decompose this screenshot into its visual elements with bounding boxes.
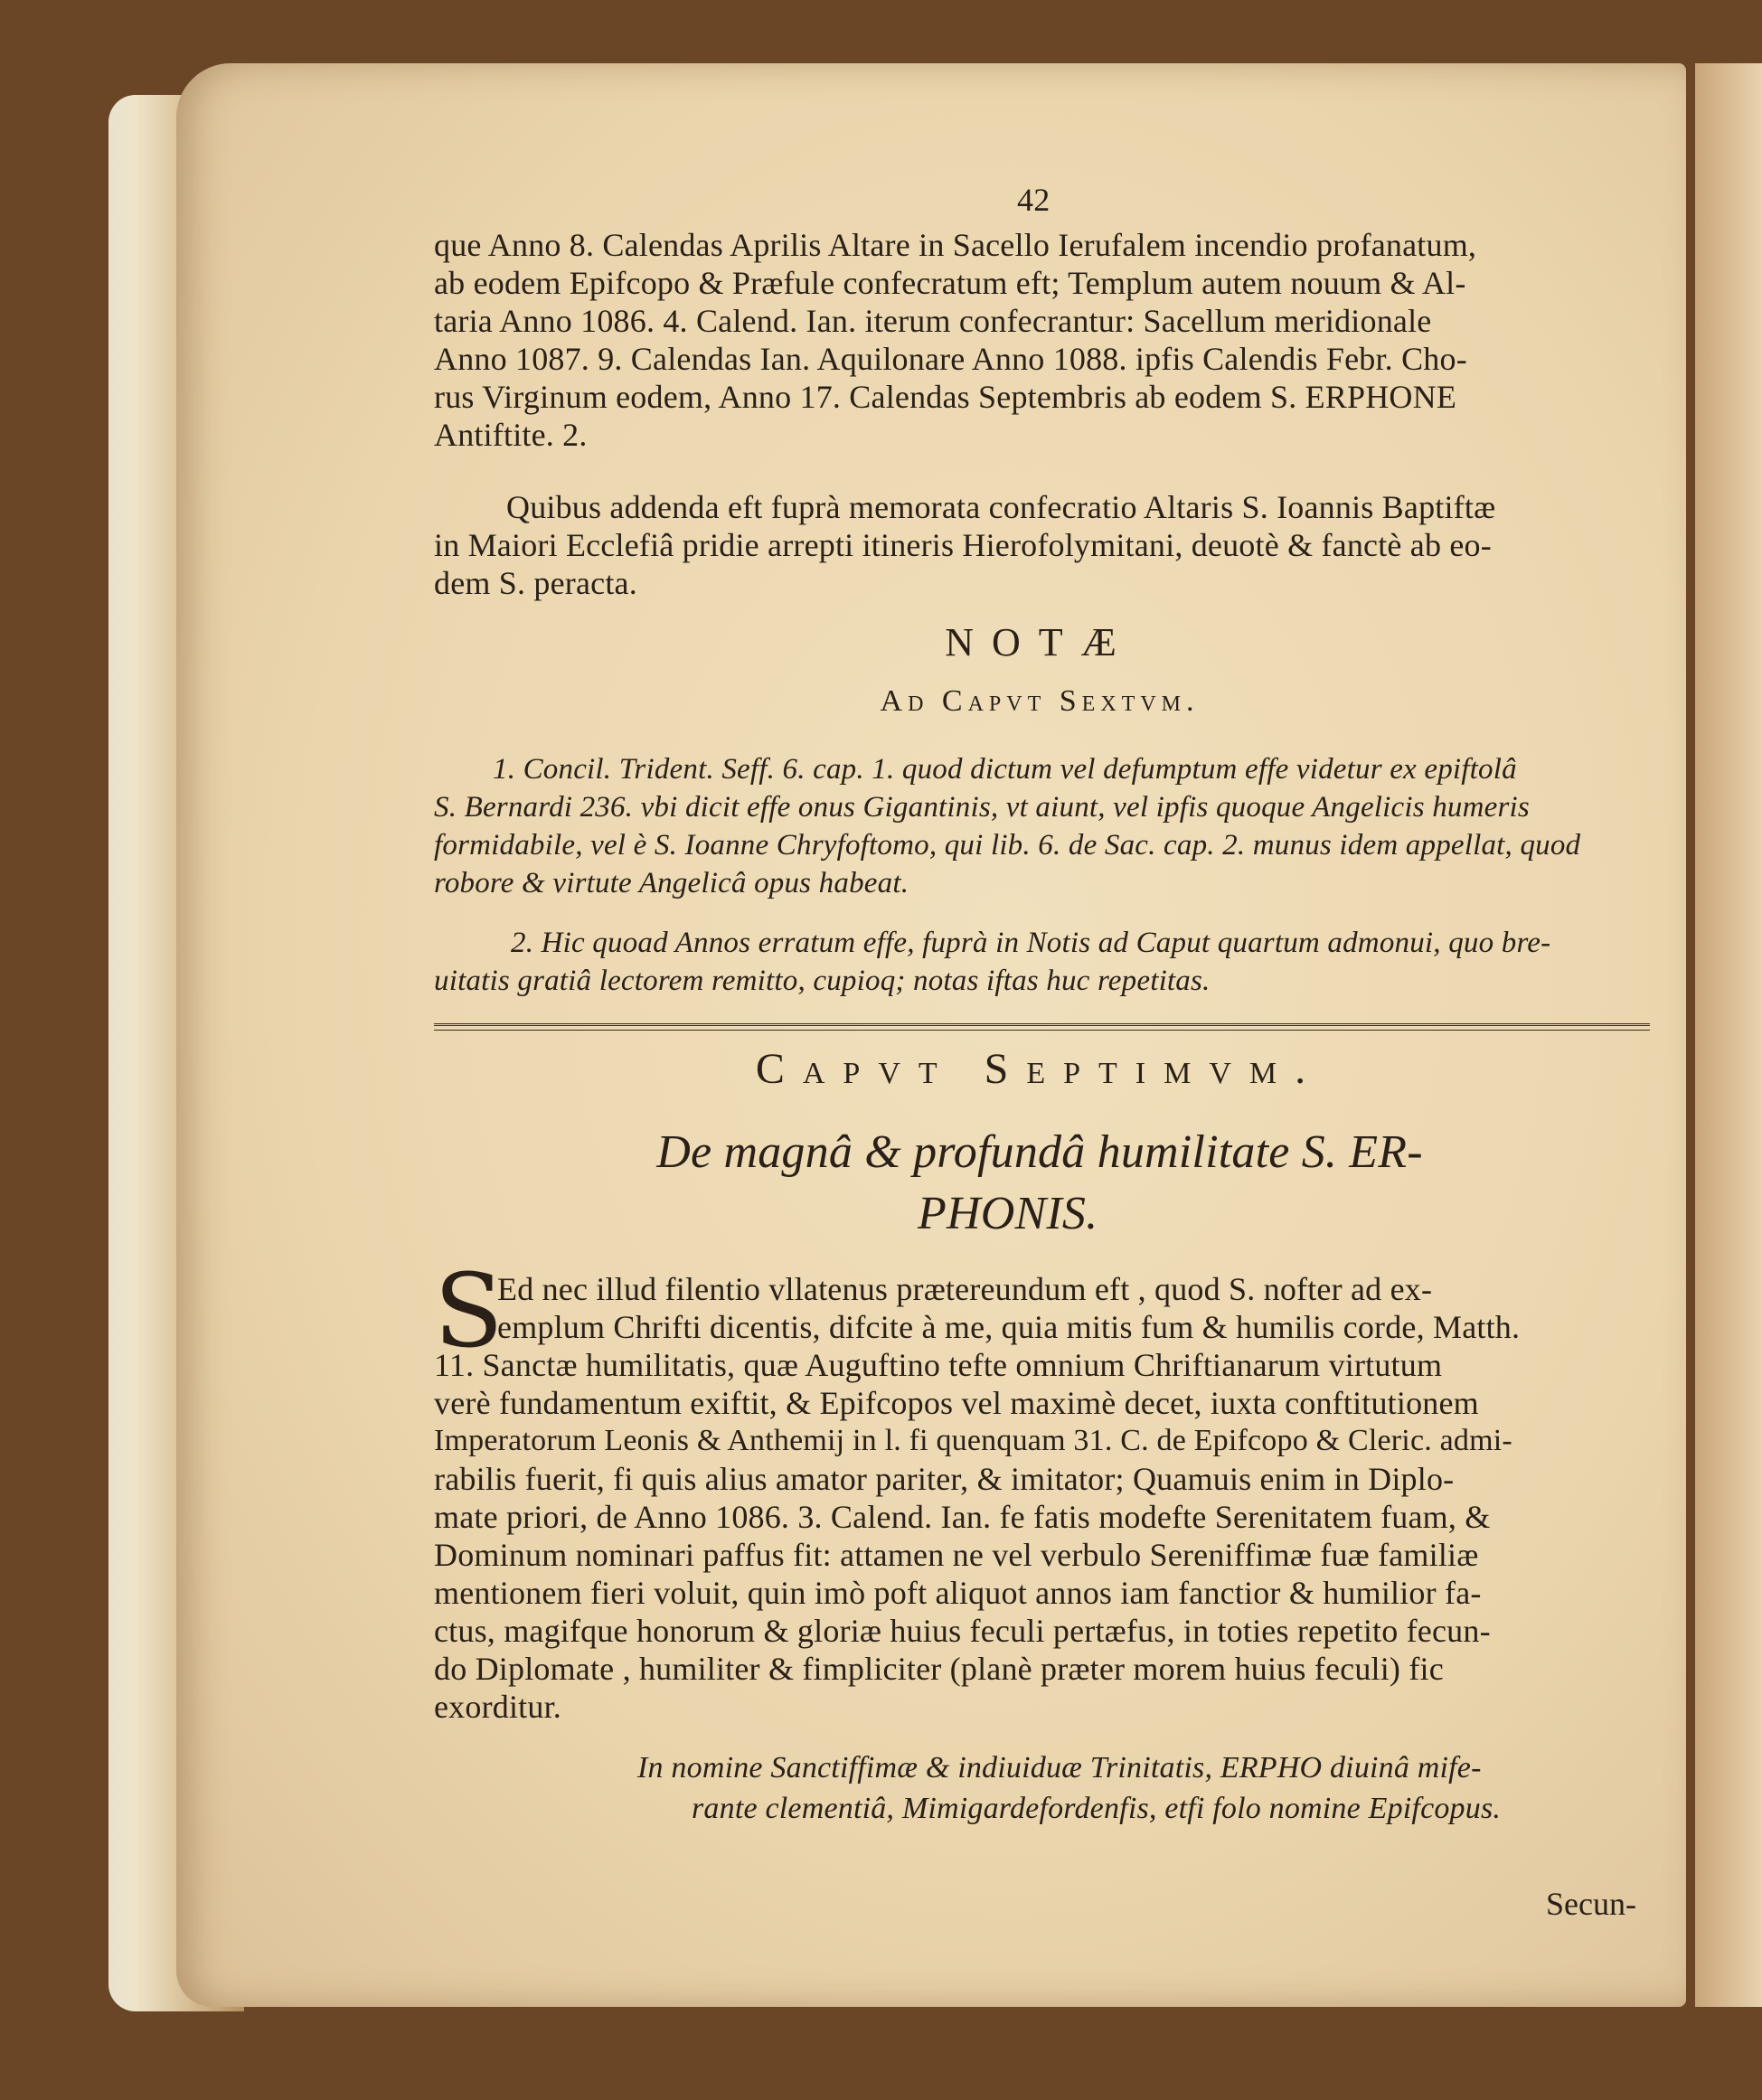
chapter-line: Dominum nominari paffus fit: attamen ne vel verbulo Sereniffimæ fuæ familiæ (434, 1537, 1479, 1573)
note-line: formidabile, vel è S. Ioanne Chryfoftomo, qui lib. 6. de Sac. cap. 2. munus idem appellat, quod (434, 829, 1581, 862)
note-line: robore & virtute Angelicâ opus habeat. (434, 867, 909, 899)
chapter-line: Imperatorum Leonis & Anthemij in l. fi quenquam 31. C. de Epifcopo & Cleric. admi- (434, 1424, 1512, 1457)
body-line: taria Anno 1086. 4. Calend. Ian. iterum confecrantur: Sacellum meridionale (434, 303, 1432, 339)
chapter-heading-line1: De magnâ & profundâ humilitate S. ER- (656, 1126, 1423, 1178)
chapter-line: verè fundamentum exiftit, & Epifcopos vel maximè decet, iuxta conftitutionem (434, 1385, 1479, 1421)
notae-title: NOTÆ (945, 620, 1135, 664)
body-line: in Maiori Ecclefiâ pridie arrepti itineris Hierofolymitani, deuotè & fanctè ab eo- (434, 527, 1492, 563)
chapter-line: do Diplomate , humiliter & fimpliciter (planè præter morem huius feculi) fic (434, 1651, 1444, 1687)
quote-line: In nomine Sanctiffimæ & indiuiduæ Trinitatis, ERPHO diuinâ mife- (637, 1751, 1482, 1785)
catchword: Secun- (1546, 1886, 1636, 1922)
note-line: 2. Hic quoad Annos erratum effe, fuprà in Notis ad Caput quartum admonui, quo bre- (511, 927, 1551, 959)
drop-cap: S (434, 1253, 504, 1370)
chapter-heading-line2: PHONIS. (918, 1188, 1098, 1239)
page-number: 42 (1017, 182, 1051, 218)
chapter-line: 11. Sanctæ humilitatis, quæ Auguftino tefte omnium Chriftianarum virtutum (434, 1347, 1443, 1383)
body-line: ab eodem Epifcopo & Præfule confecratum eft; Templum autem nouum & Al- (434, 265, 1466, 301)
note-line: 1. Concil. Trident. Seff. 6. cap. 1. quod dictum vel defumptum effe videtur ex epiftolâ (493, 753, 1517, 786)
section-divider (434, 1023, 1650, 1031)
note-line: uitatis gratiâ lectorem remitto, cupioq; notas iftas huc repetitas. (434, 965, 1211, 997)
chapter-line: Ed nec illud filentio vllatenus prætereundum eft , quod S. nofter ad ex- (497, 1271, 1433, 1307)
note-line: S. Bernardi 236. vbi dicit effe onus Gigantinis, vt aiunt, vel ipfis quoque Angelicis humeris (434, 791, 1530, 824)
body-line: rus Virginum eodem, Anno 17. Calendas Septembris ab eodem S. ERPHONE (434, 379, 1457, 415)
quote-line: rante clementiâ, Mimigardefordenfis, etfi folo nomine Epifcopus. (692, 1792, 1502, 1825)
facing-page-edge (1695, 63, 1762, 2007)
body-line: Antiftite. 2. (434, 417, 588, 453)
body-line: que Anno 8. Calendas Aprilis Altare in Sacello Ierufalem incendio profanatum, (434, 227, 1477, 263)
chapter-line: exorditur. (434, 1689, 561, 1725)
caput-title: Capvt Septimvm. (755, 1045, 1324, 1093)
chapter-line: rabilis fuerit, fi quis alius amator pariter, & imitator; Quamuis enim in Diplo- (434, 1461, 1455, 1497)
notae-subtitle: Ad Capvt Sextvm. (880, 684, 1200, 718)
body-line: dem S. peracta. (434, 565, 637, 601)
body-line: Anno 1087. 9. Calendas Ian. Aquilonare Anno 1088. ipfis Calendis Febr. Cho- (434, 341, 1467, 377)
chapter-line: emplum Chrifti dicentis, difcite à me, quia mitis fum & humilis corde, Matth. (497, 1309, 1521, 1345)
chapter-line: mentionem fieri voluit, quin imò poft aliquot annos iam fanctior & humilior fa- (434, 1575, 1482, 1611)
body-line: Quibus addenda eft fuprà memorata confecratio Altaris S. Ioannis Baptiftæ (506, 489, 1496, 525)
chapter-line: ctus, magifque honorum & gloriæ huius feculi pertæfus, in toties repetito fecun- (434, 1613, 1491, 1649)
chapter-line: mate priori, de Anno 1086. 3. Calend. Ian. fe fatis modefte Serenitatem fuam, & (434, 1499, 1491, 1535)
